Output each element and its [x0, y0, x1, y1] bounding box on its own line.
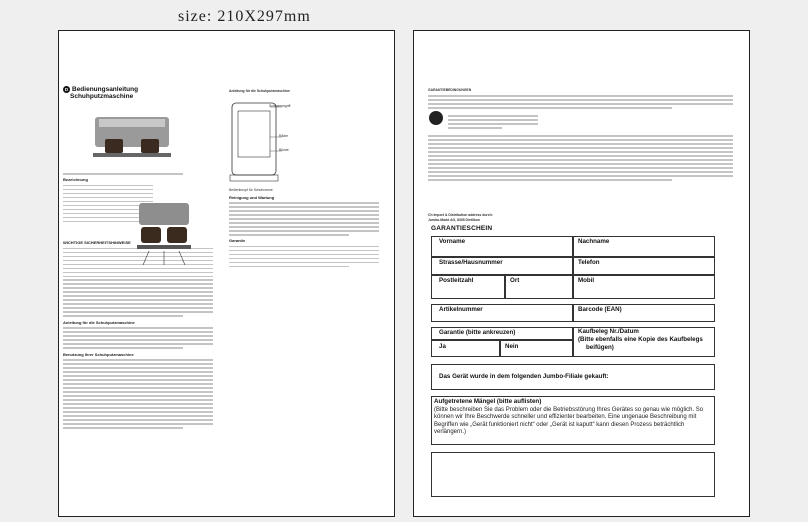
warranty-page: [413, 30, 750, 517]
contact-city: Jumbo-Markt AG, 8305 Dietlikon: [428, 218, 480, 222]
usage-heading: Benutzung Ihrer Schuhputzmaschine: [63, 351, 134, 357]
product-photo-brushes: [129, 193, 199, 268]
warranty-conditions-more: [428, 133, 733, 183]
yes-label: Ja: [439, 343, 446, 350]
safety-heading: WICHTIGE SICHERHEITSHINWEISE: [63, 240, 131, 246]
receipt-label-line3: beifügen): [586, 343, 614, 351]
warranty-conditions-title: GARANTIEBEDINGUNGEN: [428, 88, 472, 92]
defects-notes-area[interactable]: [431, 452, 715, 497]
defects-instructions: (Bitte beschreiben Sie das Problem oder die Betriebsstörung Ihres Gerätes so genau wie möglich. So können wir Ihre Beschwerde schneller und effizienter bearbeiten. Eine ungenaue Beschreibung mit Begriffen wie „Gerät funktioniert nicht“ oder „Gerät ist kaputt“ kann diesen Prozess beträchtlich verlängern.): [434, 407, 704, 435]
warranty-claim-label: Garantie (bitte ankreuzen): [439, 329, 516, 336]
first-name-label: Vorname: [439, 238, 466, 245]
page-size-label: size: 210X297mm: [178, 8, 311, 25]
quality-seal-icon: [429, 111, 443, 125]
diagram-label-1: Schwammgriff: [269, 104, 291, 108]
phone-label: Telefon: [578, 259, 600, 266]
city-label: Ort: [510, 277, 520, 284]
diagram-label-3: Bürste: [279, 148, 289, 152]
street-label: Strasse/Hausnummer: [439, 259, 503, 266]
product-photo-front: [87, 109, 177, 164]
manual-page: [58, 30, 395, 517]
manual-title: Bedienungsanleitung: [72, 86, 139, 94]
manual-subtitle: Schuhputzmaschine: [70, 93, 134, 100]
warranty-conditions-text: [428, 93, 733, 111]
store-question-label: Das Gerät wurde in dem folgenden Jumbo-Filiale gekauft:: [439, 373, 609, 380]
contact-label: Ch Import & Distribution address durch:: [428, 213, 493, 217]
cleaning-heading: Reinigung und Wartung: [229, 195, 275, 200]
warranty-heading: Garantie: [229, 238, 246, 244]
cleaning-section: [229, 195, 379, 270]
machine-diagram: [224, 97, 292, 187]
diagram-label-2: Räder: [279, 134, 289, 138]
section-number-badge: D: [64, 87, 69, 92]
instructions-heading: Anleitung für die Schuhputzmaschine: [63, 319, 135, 325]
col2-heading: Anleitung für die Schuhputzmaschine: [229, 89, 290, 93]
article-number-label: Artikelnummer: [439, 306, 483, 313]
last-name-label: Nachname: [578, 238, 610, 245]
receipt-label: [578, 328, 703, 351]
form-title: GARANTIESCHEIN: [431, 225, 493, 232]
mobile-label: Mobil: [578, 277, 595, 284]
no-label: Nein: [505, 343, 519, 350]
postal-code-label: Postleitzahl: [439, 277, 474, 284]
defects-title: Aufgetretene Mängel (bitte auflisten): [434, 398, 542, 405]
receipt-label-line1: Kaufbeleg Nr./Datum: [578, 328, 639, 335]
diagram-label-4: Bedienknopf für Schuhcreme: [229, 188, 273, 192]
mobile-field[interactable]: [573, 275, 715, 299]
barcode-label: Barcode (EAN): [578, 306, 622, 313]
parts-heading: Bezeichnung: [63, 177, 88, 183]
receipt-label-line2: (Bitte ebenfalls eine Kopie des Kaufbelegs: [578, 335, 703, 343]
warranty-checklist: [448, 113, 538, 131]
